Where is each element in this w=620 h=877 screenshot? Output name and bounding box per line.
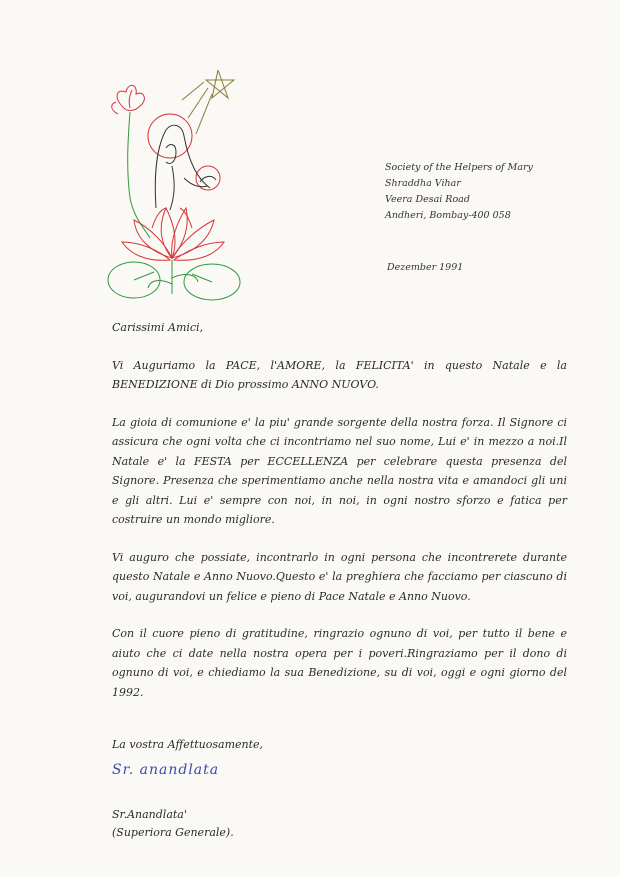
address-line: Veera Desai Road: [385, 194, 470, 205]
address-line: Andheri, Bombay-400 058: [385, 210, 511, 221]
address-line: Shraddha Vihar: [385, 178, 461, 189]
address-line: Society of the Helpers of Mary: [385, 162, 533, 173]
paragraph-wishes: Vi auguro che possiate, incontrarlo in ogni persona che incontrerete durante questo Natale e Anno Nuovo.Questo e' la preghiera che facciamo per ciascuno di voi, augurandovi un felice e pieno di Pace Natale e Anno Nuovo.: [112, 550, 567, 603]
paragraph-gratitude: Con il cuore pieno di gratitudine, ringrazio ognuno di voi, per tutto il bene e aiuto che ci date nella nostra opera per i poveri.Ringraziamo per il dono di ognuno di voi, e chiediamo la sua Benedizione, su di voi, oggi e ogni giorno del 1992.: [112, 627, 567, 699]
madonna-figure: [155, 125, 216, 210]
letter-date: Dezember 1991: [387, 262, 464, 273]
signer-title: (Superiora Generale).: [112, 826, 234, 839]
signer-name: Sr.Anandlata': [112, 808, 187, 821]
letter-body: [112, 318, 567, 720]
paragraph-greeting: Vi Auguriamo la PACE, l'AMORE, la FELICITA' in questo Natale e la BENEDIZIONE di Dio prossimo ANNO NUOVO.: [112, 358, 567, 391]
lotus-bud-icon: [112, 85, 145, 114]
letterhead-address: [385, 160, 533, 224]
signer-block: [112, 806, 234, 842]
salutation: Carissimi Amici,: [112, 321, 204, 334]
madonna-lotus-illustration: [100, 58, 260, 308]
lotus-flower: [122, 208, 224, 260]
handwritten-signature: Sr. anandlata: [112, 762, 220, 778]
lily-pads: [108, 260, 240, 300]
paragraph-communion: La gioia di comunione e' la piu' grande sorgente della nostra forza. Il Signore ci assicura che ogni volta che ci incontriamo nel suo nome, Lui e' in mezzo a noi.Il Natale e' la FESTA per ECCELLENZA per celebrare questa presenza del Signore. Presenza che sperimentiamo anche nella nostra vita e amandoci gli uni e gli altri. Lui e' sempre con noi, in noi, in ogni nostro sforzo e fatica per costruire un mondo migliore.: [112, 415, 567, 526]
star-icon: [182, 70, 234, 134]
closing-line: La vostra Affettuosamente,: [112, 738, 264, 751]
